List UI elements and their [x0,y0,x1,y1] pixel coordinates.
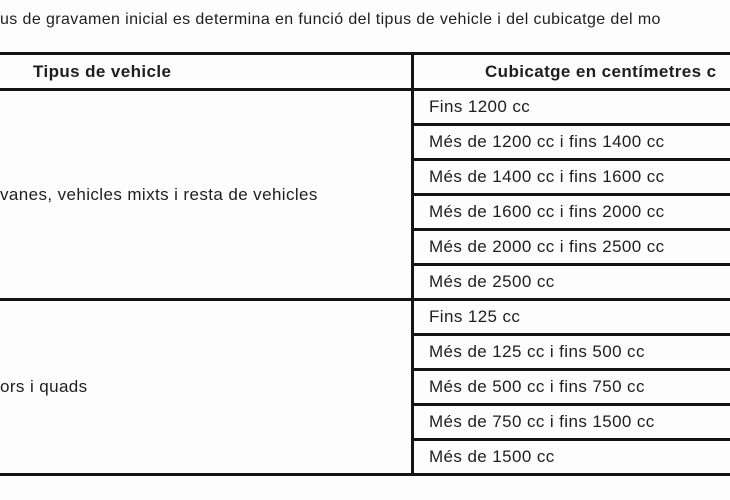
column-header-tipus-de-vehicle: Tipus de vehicle [0,55,414,91]
cubicatge-cell: Més de 750 cc i fins 1500 cc [414,406,730,441]
table-header-row [0,55,730,91]
table-row [0,301,730,336]
cubicatge-cell: Més de 2000 cc i fins 2500 cc [414,231,730,266]
table-row [0,91,730,126]
vehicle-type-group-1-cell: vanes, vehicles mixts i resta de vehicles [0,91,414,301]
cubicatge-cell: Fins 1200 cc [414,91,730,126]
intro-text: us de gravamen inicial es determina en funció del tipus de vehicle i del cubicatge del mo [0,11,661,28]
cubicatge-cell: Més de 2500 cc [414,266,730,301]
cubicatge-cell: Més de 1200 cc i fins 1400 cc [414,126,730,161]
column-header-cubicatge: Cubicatge en centímetres c [414,55,730,91]
cubicatge-cell: Fins 125 cc [414,301,730,336]
cubicatge-cell: Més de 1400 cc i fins 1600 cc [414,161,730,196]
cubicatge-cell: Més de 125 cc i fins 500 cc [414,336,730,371]
cubicatge-cell: Més de 1600 cc i fins 2000 cc [414,196,730,231]
cubicatge-cell: Més de 500 cc i fins 750 cc [414,371,730,406]
vehicle-cubicatge-table [0,52,730,476]
vehicle-type-group-2-cell: ors i quads [0,301,414,476]
cubicatge-cell: Més de 1500 cc [414,441,730,476]
